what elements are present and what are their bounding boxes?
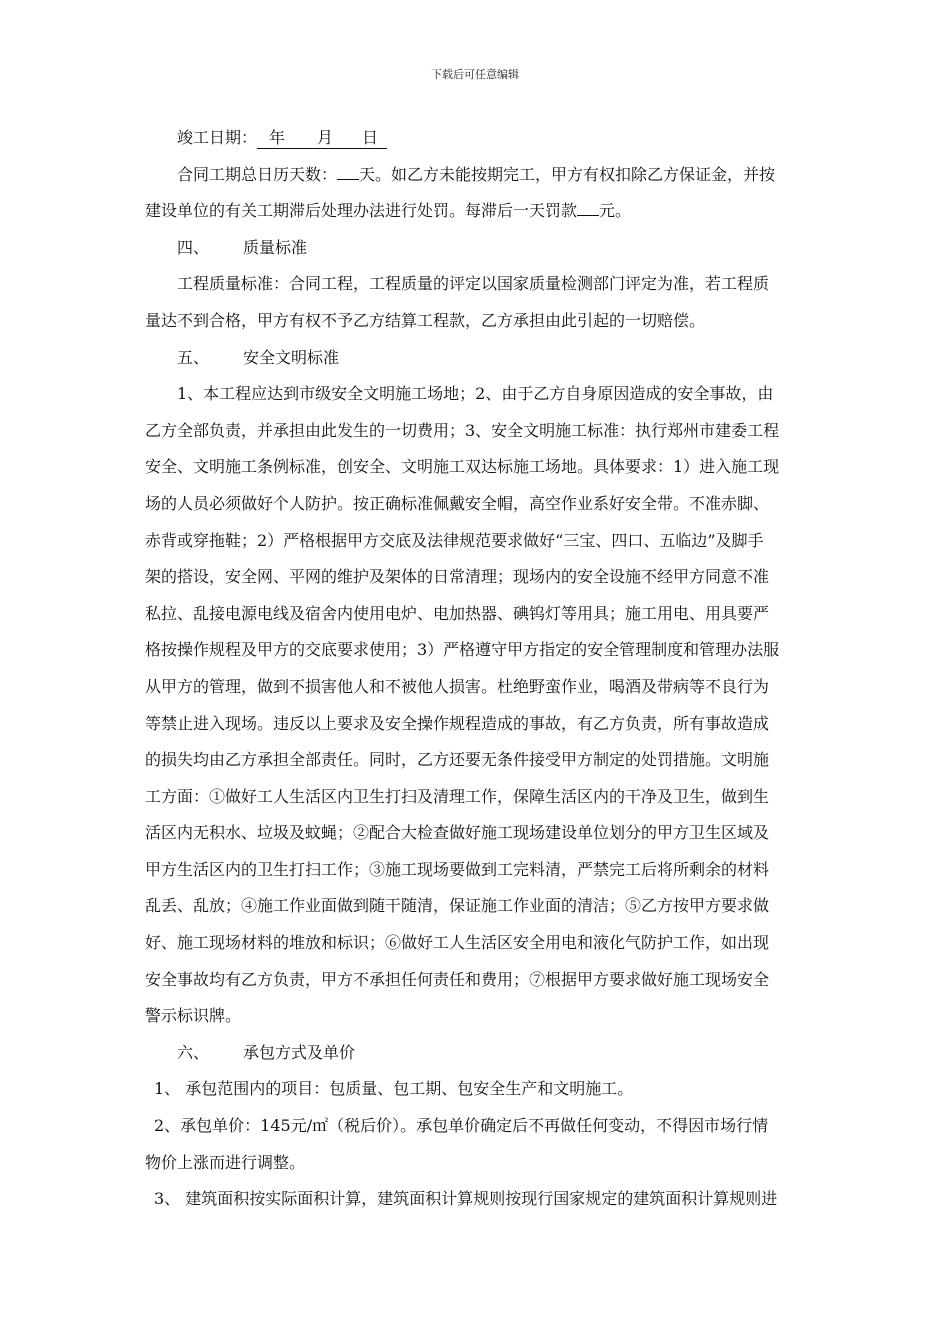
paragraph-line: 1、本工程应达到市级安全文明施工场地；2、由于乙方自身原因造成的安全事故，由	[177, 384, 774, 404]
paragraph-line: 的损失均由乙方承担全部责任。同时，乙方还要无条件接受甲方制定的处罚措施。文明施	[145, 750, 770, 770]
paragraph-line: 量达不到合格，甲方有权不予乙方结算工程款，乙方承担由此引起的一切赔偿。	[145, 310, 706, 330]
paragraph-line: 乙方全部负责，并承担由此发生的一切费用；3、安全文明施工标准：执行郑州市建委工程	[145, 420, 780, 440]
paragraph-line: 活区内无积水、垃圾及蚊蝇；②配合大检查做好施工现场建设单位划分的甲方卫生区域及	[145, 823, 770, 843]
paragraph-line: 好、施工现场材料的堆放和标识；⑥做好工人生活区安全用电和液化气防护工作，如出现	[145, 933, 770, 953]
penalty-text: 建设单位的有关工期滞后处理办法进行处罚。每滞后一天罚款	[145, 201, 578, 221]
paragraph-line: 等禁止进入现场。违反以上要求及安全操作规程造成的事故，有乙方负责，所有事故造成	[145, 713, 770, 733]
contract-period-text: 天。如乙方未能按期完工，甲方有权扣除乙方保证金，并按	[359, 164, 776, 184]
paragraph-line: 架的搭设，安全网、平网的维护及架体的日常清理；现场内的安全设施不经甲方同意不准	[145, 567, 770, 587]
completion-month-field: 月	[297, 129, 353, 149]
paragraph-line: 警示标识牌。	[145, 1006, 242, 1026]
paragraph-line: 工方面：①做好工人生活区内卫生打扫及清理工作，保障生活区内的干净及卫生，做到生	[145, 786, 770, 806]
completion-year-field: 年	[257, 129, 297, 149]
section-heading-quality	[145, 230, 805, 267]
penalty-amount-blank	[577, 196, 599, 216]
paragraph-line: 安全事故均有乙方负责，甲方不承担任何责任和费用；⑦根据甲方要求做好施工现场安全	[145, 969, 770, 989]
total-days-blank	[337, 160, 359, 180]
paragraph-line: 场的人员必须做好个人防护。按正确标准佩戴安全帽，高空作业系好安全带。不准赤脚、	[145, 493, 770, 513]
section-title: 承包方式及单价	[243, 1042, 356, 1062]
paragraph-line: 工程质量标准：合同工程，工程质量的评定以国家质量检测部门评定为准，若工程质	[177, 274, 770, 294]
section-number: 六、	[177, 1042, 210, 1062]
section-heading-safety	[145, 340, 805, 377]
paragraph-line: 乱丢、乱放；④施工作业面做到随干随清，保证施工作业面的清洁；⑤乙方按甲方要求做	[145, 896, 770, 916]
section-title: 安全文明标准	[243, 347, 340, 367]
section-heading-contract-method	[145, 1035, 805, 1072]
section-title: 质量标准	[243, 237, 308, 257]
contract-period-line-1	[145, 157, 805, 194]
completion-date-line	[145, 120, 805, 157]
completion-date-label: 竣工日期：	[177, 128, 258, 147]
paragraph-line: 安全、文明施工条例标准，创安全、文明施工双达标施工场地。具体要求：1）进入施工现	[145, 457, 780, 477]
paragraph-line: 格按操作规程及甲方的交底要求使用；3）严格遵守甲方指定的安全管理制度和管理办法服	[145, 640, 780, 660]
paragraph-line: 从甲方的管理，做到不损害他人和不被他人损害。杜绝野蛮作业，喝酒及带病等不良行为	[145, 676, 770, 696]
paragraph-line: 甲方生活区内的卫生打扫工作；③施工现场要做到工完料清，严禁完工后将所剩余的材料	[145, 859, 770, 879]
paragraph-line: 私拉、乱接电源电线及宿舍内使用电炉、电加热器、碘钨灯等用具；施工用电、用具要严	[145, 603, 770, 623]
paragraph-line: 赤背或穿拖鞋；2）严格根据甲方交底及法律规范要求做好“三宝、四口、五临边”及脚手	[145, 530, 764, 550]
list-item-area-calculation: 3、 建筑面积按实际面积计算，建筑面积计算规则按现行国家规定的建筑面积计算规则进	[154, 1189, 778, 1209]
document-body	[145, 120, 805, 1218]
list-item-scope: 1、 承包范围内的项目：包质量、包工期、包安全生产和文明施工。	[154, 1079, 634, 1099]
section-number: 五、	[177, 347, 210, 367]
completion-day-field: 日	[353, 129, 387, 149]
contract-period-line-2	[145, 193, 805, 230]
contract-period-label: 合同工期总日历天数：	[177, 164, 338, 184]
penalty-unit: 元。	[599, 201, 632, 221]
section-number: 四、	[177, 237, 210, 257]
page-header-note: 下载后可任意编辑	[431, 68, 519, 81]
list-item-unit-price: 2、承包单价：145元/㎡（税后价）。承包单价确定后不再做任何变动，不得因市场行情	[154, 1116, 769, 1136]
paragraph-line: 物价上涨而进行调整。	[145, 1152, 306, 1172]
